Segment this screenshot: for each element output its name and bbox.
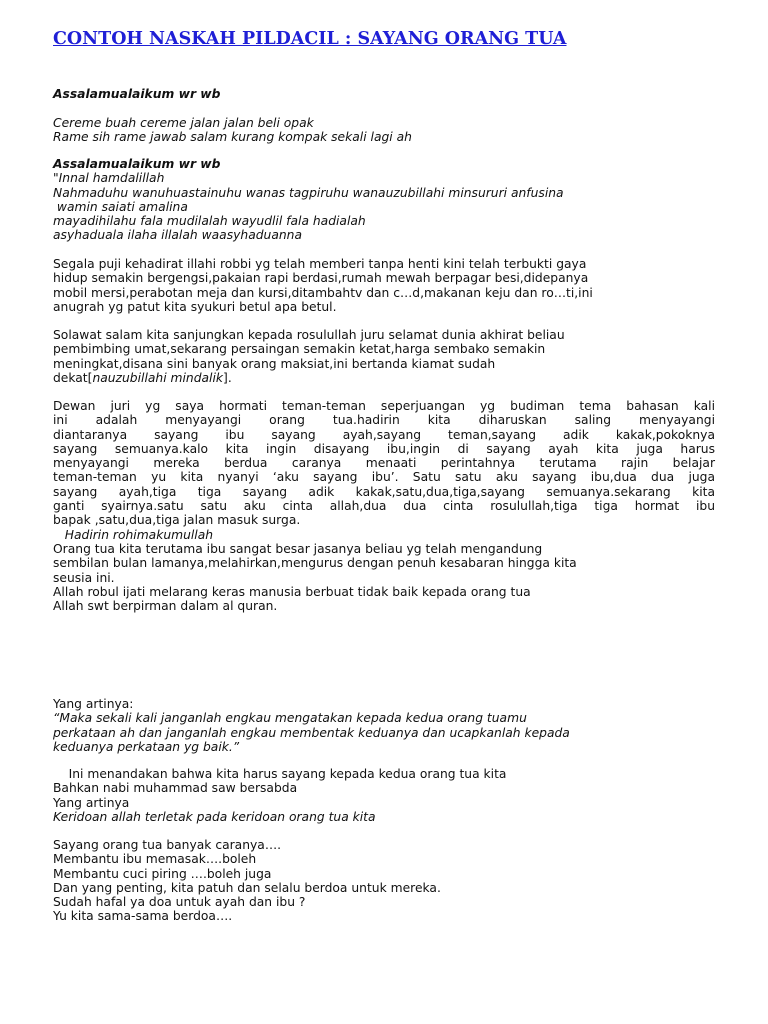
closing-section xyxy=(53,838,715,924)
greeting-text: Assalamualaikum wr wb xyxy=(53,87,221,101)
opening-line: mayadihilahu fala mudilalah wayudlil fala hadialah xyxy=(53,214,366,229)
closing-line: Sayang orang tua banyak caranya…. xyxy=(53,838,282,852)
hadith-section xyxy=(53,767,715,824)
paragraph-praise xyxy=(53,257,715,314)
text-fragment: ]. xyxy=(223,370,232,385)
paragraph-line: Allah robul ijati melarang keras manusia berbuat tidak baik kepada orang tua xyxy=(53,584,531,599)
paragraph-line: mobil mersi,perabotan meja dan kursi,ditambahtv dan c…d,makanan keju dan ro…ti,ini xyxy=(53,285,593,300)
paragraph-line: meningkat,disana sini banyak orang maksiat,ini bertanda kiamat sudah xyxy=(53,356,496,371)
paragraph-line: Solawat salam kita sanjungkan kepada rosulullah juru selamat dunia akhirat beliau xyxy=(53,328,565,342)
closing-line: Membantu cuci piring ….boleh juga xyxy=(53,866,272,881)
paragraph-line: Yang artinya xyxy=(53,795,130,810)
paragraph-line: seusia ini. xyxy=(53,570,115,585)
paragraph-line: ganti syairnya.satu satu aku cinta allah,dua dua cinta rosulullah,tiga tiga hormat ibu xyxy=(53,499,715,514)
paragraph-line xyxy=(53,371,715,385)
opening-line: wamin saiati amalina xyxy=(53,199,188,214)
closing-line: Sudah hafal ya doa untuk ayah dan ibu ? xyxy=(53,895,306,910)
pantun-line: Rame sih rame jawab salam kurang kompak sekali lagi ah xyxy=(53,130,412,145)
opening-line: Nahmaduhu wanuhuastainuhu wanas tagpiruhu wanauzubillahi minsururi anfusina xyxy=(53,185,564,200)
paragraph-line: Allah swt berpirman dalam al quran. xyxy=(53,599,278,614)
paragraph-line: Orang tua kita terutama ibu sangat besar jasanya beliau yg telah mengandung xyxy=(53,541,543,556)
quran-translation xyxy=(53,697,715,754)
greeting-1 xyxy=(53,87,715,101)
paragraph-line: Bahkan nabi muhammad saw bersabda xyxy=(53,781,298,796)
paragraph-line: sembilan bulan lamanya,melahirkan,mengurus dengan penuh kesabaran hingga kita xyxy=(53,556,577,571)
closing-line: Dan yang penting, kita patuh dan selalu berdoa untuk mereka. xyxy=(53,880,441,895)
paragraph-line: Segala puji kehadirat illahi robbi yg telah memberi tanpa henti kini telah terbukti gaya xyxy=(53,257,587,271)
translation-line: keduanya perkataan yg baik.” xyxy=(53,739,240,754)
pantun xyxy=(53,116,715,145)
text-fragment-italic: nauzubillahi mindalik xyxy=(92,370,224,385)
document-title: CONTOH NASKAH PILDACIL : SAYANG ORANG TUA xyxy=(53,29,567,49)
hadith-text: Keridoan allah terletak pada keridoan orang tua kita xyxy=(53,809,376,824)
opening-line: "Innal hamdalillah xyxy=(53,171,165,186)
paragraph-line: Ini menandakan bahwa kita harus sayang kepada kedua orang tua kita xyxy=(53,767,507,781)
paragraph-line: anugrah yg patut kita syukuri betul apa betul. xyxy=(53,299,337,314)
closing-line: Yu kita sama-sama berdoa…. xyxy=(53,909,233,924)
closing-line: Membantu ibu memasak….boleh xyxy=(53,852,257,867)
artinya-label: Yang artinya: xyxy=(53,697,134,711)
paragraph-line: sayang semuanya.kalo kita ingin disayang ibu,ingin di sayang ayah kita juga harus xyxy=(53,441,715,456)
opening-line: asyhaduala ilaha illalah waasyhaduanna xyxy=(53,228,302,243)
hadirin-line: Hadirin rohimakumullah xyxy=(53,527,214,542)
paragraph-solawat xyxy=(53,328,715,385)
opening-section xyxy=(53,157,715,243)
translation-line: “Maka sekali kali janganlah engkau mengatakan kepada kedua orang tuamu xyxy=(53,711,527,726)
paragraph-line: pembimbing umat,sekarang persaingan semakin ketat,harga sembako semakin xyxy=(53,342,546,357)
paragraph-line: menyayangi mereka berdua caranya menaati perintahnya terutama rajin belajar xyxy=(53,456,715,471)
greeting-text: Assalamualaikum wr wb xyxy=(53,157,221,171)
paragraph-line: Dewan juri yg saya hormati teman-teman seperjuangan yg budiman tema bahasan kali xyxy=(53,399,715,413)
paragraph-line: hidup semakin bergengsi,pakaian rapi berdasi,rumah mewah berpagar besi,didepanya xyxy=(53,271,589,286)
paragraph-line: bapak ,satu,dua,tiga jalan masuk surga. xyxy=(53,513,301,528)
paragraph-line: diantaranya sayang ibu sayang ayah,sayang teman,sayang adik kakak,pokoknya xyxy=(53,427,715,442)
translation-line: perkataan ah dan janganlah engkau membentak keduanya dan ucapkanlah kepada xyxy=(53,725,570,740)
paragraph-dewan-juri xyxy=(53,399,715,613)
paragraph-line: sayang ayah,tiga tiga sayang adik kakak,satu,dua,tiga,sayang semuanya.sekarang kita xyxy=(53,484,715,499)
paragraph-line: ini adalah menyayangi orang tua.hadirin kita diharuskan saling menyayangi xyxy=(53,413,715,428)
paragraph-line: teman-teman yu kita nyanyi ‘aku sayang ibu’. Satu satu aku sayang ibu,dua dua juga xyxy=(53,470,715,485)
pantun-line: Cereme buah cereme jalan jalan beli opak xyxy=(53,116,314,130)
text-fragment: dekat[ xyxy=(53,370,93,385)
